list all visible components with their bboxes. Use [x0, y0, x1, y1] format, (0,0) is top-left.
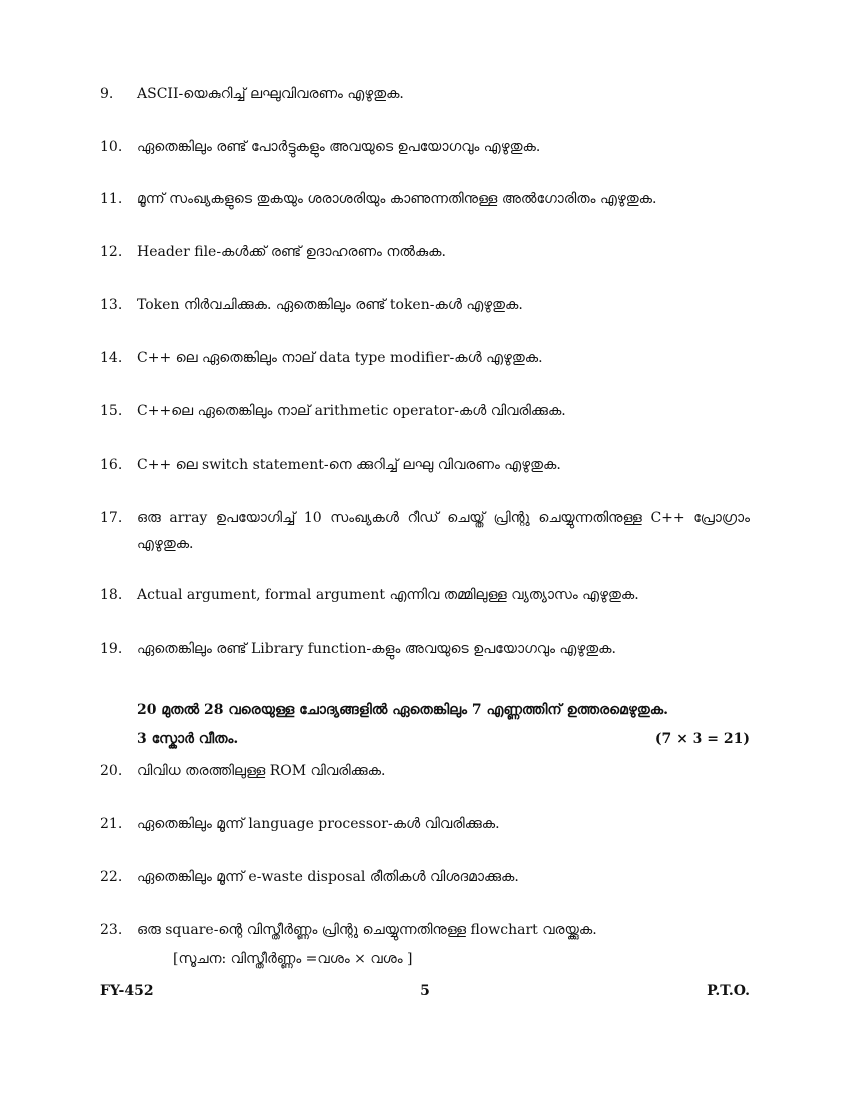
question-number: 21.: [100, 816, 123, 832]
question-text: Token നിർവചിക്കുക. ഏതെങ്കിലും രണ്ട് token-കൾ എഴുതുക.: [137, 297, 523, 313]
question-text: ഒരു square-ന്റെ വിസ്തീർണ്ണം പ്രിന്റു ചെയ്യുന്നതിനുള്ള flowchart വരയ്ക്കുക.: [137, 922, 597, 938]
question-number: 18.: [100, 587, 123, 603]
question-text: ASCII-യെകുറിച്ച് ലഘുവിവരണം എഴുതുക.: [137, 86, 404, 102]
question-13: [100, 292, 750, 318]
question-text: ഏതെങ്കിലും മൂന്ന് language processor-കൾ വിവരിക്കുക.: [137, 816, 500, 832]
page-number: 5: [420, 983, 430, 999]
question-9: [100, 81, 750, 107]
section-marks-note: 3 സ്കോർ വീതം.: [137, 731, 239, 747]
question-17: [100, 505, 750, 557]
hint-text: [സൂചന: വിസ്തീർണ്ണം =വശം × വശം ]: [173, 951, 413, 967]
question-19: [100, 636, 750, 662]
question-number: 9.: [100, 86, 114, 102]
question-text: C++ലെ ഏതെങ്കിലും നാല് arithmetic operator-കൾ വിവരിക്കുക.: [137, 403, 566, 419]
question-number: 19.: [100, 641, 123, 657]
question-number: 17.: [100, 510, 123, 526]
question-text: C++ ലെ ഏതെങ്കിലും നാല് data type modifier-കൾ എഴുതുക.: [137, 350, 543, 366]
pto-label: P.T.O.: [707, 983, 750, 999]
question-18: [100, 582, 750, 608]
question-number: 11.: [100, 191, 123, 207]
question-text: ഏതെങ്കിലും മൂന്ന് e-waste disposal രീതികൾ വിശദമാക്കുക.: [137, 869, 519, 885]
section-instruction: [137, 696, 750, 754]
question-number: 15.: [100, 403, 123, 419]
question-22: [100, 864, 750, 890]
question-text: Header file-കൾക്ക് രണ്ട് ഉദാഹരണം നൽകുക.: [137, 244, 446, 260]
question-number: 20.: [100, 763, 123, 779]
question-10: [100, 134, 750, 160]
question-11: [100, 186, 750, 212]
paper-code: FY-452: [100, 983, 154, 999]
section-instruction-text: 20 മുതൽ 28 വരെയുള്ള ചോദ്യങ്ങളിൽ ഏതെങ്കിലും 7 എണ്ണത്തിന് ഉത്തരമെഴുതുക.: [137, 702, 669, 718]
section-marks-formula: (7 × 3 = 21): [654, 731, 750, 747]
question-number: 23.: [100, 922, 123, 938]
question-number: 13.: [100, 297, 123, 313]
question-text: ഏതെങ്കിലും രണ്ട് Library function-കളും അവയുടെ ഉപയോഗവും എഴുതുക.: [137, 641, 616, 657]
section-marks-line: [137, 725, 750, 754]
question-12: [100, 239, 750, 265]
question-number: 16.: [100, 457, 123, 473]
question-number: 10.: [100, 139, 123, 155]
question-15: [100, 398, 750, 424]
question-text: Actual argument, formal argument എന്നിവ തമ്മിലുള്ള വ്യത്യാസം എഴുതുക.: [137, 587, 639, 603]
question-21: [100, 811, 750, 837]
question-23: [100, 917, 750, 943]
question-text: C++ ലെ switch statement-നെ ക്കുറിച്ച് ലഘു വിവരണം എഴുതുക.: [137, 457, 561, 473]
question-text: വിവിധ തരത്തിലുള്ള ROM വിവരിക്കുക.: [137, 763, 386, 779]
question-16: [100, 452, 750, 478]
question-text: മൂന്ന് സംഖ്യകളുടെ തുകയും ശരാശരിയും കാണുന്നതിനുള്ള അൽഗോരിതം എഴുതുക.: [137, 191, 657, 207]
question-number: 14.: [100, 350, 123, 366]
question-20: [100, 758, 750, 784]
question-number: 22.: [100, 869, 123, 885]
question-text: ഒരു array ഉപയോഗിച്ച് 10 സംഖ്യകൾ റീഡ് ചെയ്ത് പ്രിന്റു ചെയ്യുന്നതിനുള്ള C++ പ്രോഗ്രാം എഴുതുക.: [137, 510, 750, 552]
question-text: ഏതെങ്കിലും രണ്ട് പോർട്ടുകളും അവയുടെ ഉപയോഗവും എഴുതുക.: [137, 139, 541, 155]
question-number: 12.: [100, 244, 123, 260]
question-14: [100, 345, 750, 371]
